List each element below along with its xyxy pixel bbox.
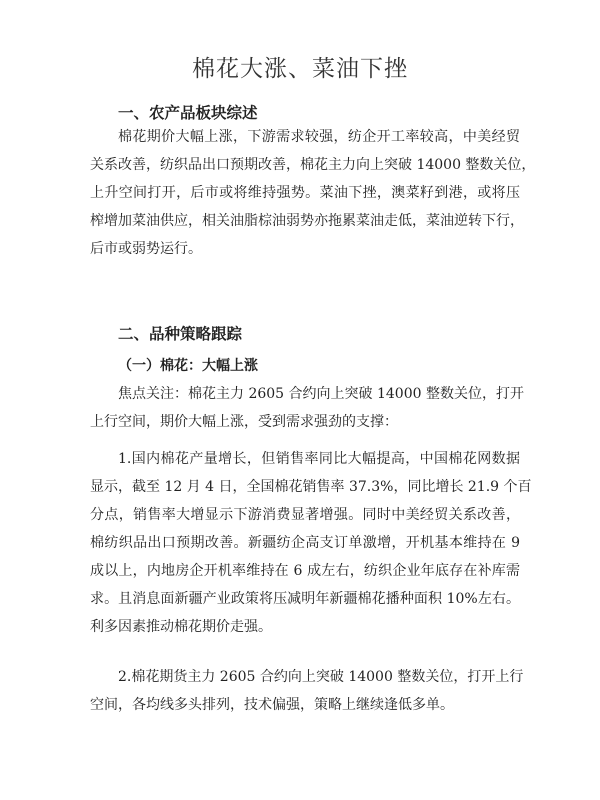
paragraph-line: 2.棉花期货主力 2605 合约向上突破 14000 整数关位，打开上行 [118,669,524,685]
paragraph-line: 后市或弱势运行。 [90,241,202,257]
paragraph-line: 关系改善，纺织品出口预期改善，棉花主力向上突破 14000 整数关位， [90,157,536,173]
point1-paragraph [90,445,532,641]
paragraph-line: 上行空间，期价大幅上涨，受到需求强劲的支撑： [90,414,398,430]
paragraph-line: 棉花期价大幅上涨，下游需求较强，纺企开工率较高，中美经贸 [118,129,520,145]
document-title: 棉花大涨、菜油下挫 [192,56,408,82]
section2-heading: 二、品种策略跟踪 [118,325,243,343]
section1-heading: 一、农产品板块综述 [118,104,258,122]
paragraph-line: 利多因素推动棉花期价走强。 [90,619,272,635]
paragraph-line: 显示，截至 12 月 4 日，全国棉花销售率 37.3%，同比增长 21.9 个百 [90,479,532,495]
focus-paragraph [90,380,524,436]
paragraph-line: 分点，销售率大增显示下游消费显著增强。同时中美经贸关系改善， [90,507,520,523]
paragraph-line: 成以上，内地房企开机率维持在 6 成左右，纺织企业年底存在补库需 [90,563,520,579]
paragraph-line: 空间，各均线多头排列，技术偏强，策略上继续逢低多单。 [90,697,454,713]
point2-paragraph [90,663,524,719]
paragraph-line: 榨增加菜油供应，相关油脂棕油弱势亦拖累菜油走低，菜油逆转下行， [90,213,524,229]
subsection1-heading: （一）棉花：大幅上涨 [118,358,258,374]
section1-paragraph [90,123,536,263]
paragraph-line: 上升空间打开，后市或将维持强势。菜油下挫，澳菜籽到港，或将压 [90,185,520,201]
paragraph-line: 求。且消息面新疆产业政策将压减明年新疆棉花播种面积 10%左右。 [90,591,520,607]
paragraph-line: 棉纺织品出口预期改善。新疆纺企高支订单激增，开机基本维持在 9 [90,535,520,551]
paragraph-line: 焦点关注：棉花主力 2605 合约向上突破 14000 整数关位，打开 [118,386,524,402]
paragraph-line: 1.国内棉花产量增长，但销售率同比大幅提高，中国棉花网数据 [118,451,520,467]
